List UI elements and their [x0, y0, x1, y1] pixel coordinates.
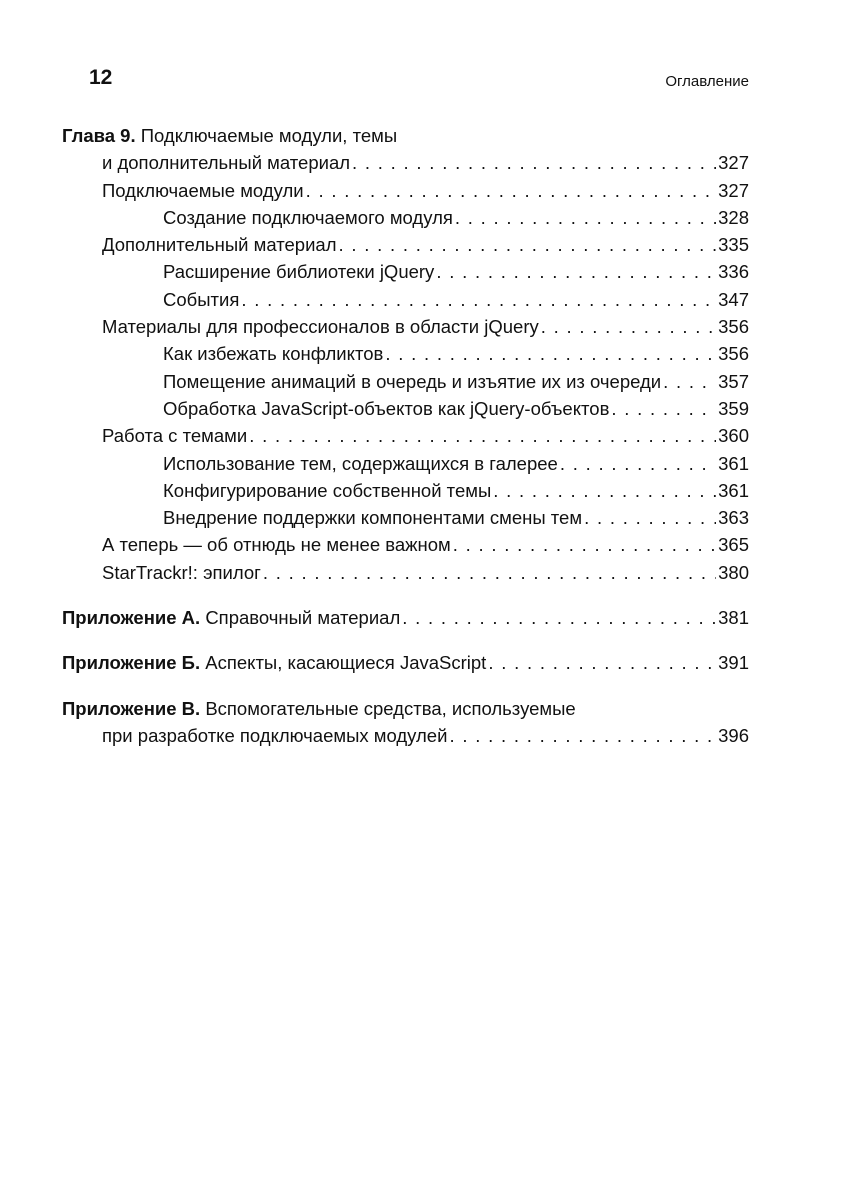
page-ref: 361 [718, 452, 749, 474]
page-ref: 361 [718, 479, 749, 501]
toc-entry [62, 531, 749, 558]
page-ref: 359 [718, 397, 749, 419]
appendix-title: Аспекты, касающиеся JavaScript [205, 652, 487, 674]
toc-entry [62, 258, 749, 285]
dot-leader [560, 450, 716, 477]
toc-entry [62, 204, 749, 231]
page-ref: 327 [718, 152, 749, 174]
table-of-contents [62, 122, 749, 749]
entry-title: Внедрение поддержки компонентами смены тем [163, 507, 583, 529]
entry-title: Обработка JavaScript-объектов как jQuery-объектов [163, 397, 610, 419]
entry-title: Расширение библиотеки jQuery [163, 261, 435, 283]
entry-title: Материалы для профессионалов в области jQuery [102, 316, 539, 338]
page-ref: 360 [718, 425, 749, 447]
page-ref: 363 [718, 507, 749, 529]
dot-leader [263, 559, 716, 586]
entry-title: События [163, 288, 240, 310]
page-ref: 380 [718, 561, 749, 583]
dot-leader [455, 204, 716, 231]
dot-leader [241, 286, 716, 313]
page-ref: 357 [718, 370, 749, 392]
dot-leader [584, 504, 716, 531]
dot-leader [339, 231, 717, 258]
page-ref: 365 [718, 534, 749, 556]
page-ref: 335 [718, 234, 749, 256]
toc-entry [62, 422, 749, 449]
appendix-label: Приложение В. [62, 697, 201, 719]
toc-entry [62, 368, 749, 395]
dot-leader [385, 340, 716, 367]
toc-entry [62, 450, 749, 477]
page-ref: 347 [718, 288, 749, 310]
entry-title: StarTrackr!: эпилог [102, 561, 261, 583]
page-ref: 396 [718, 724, 749, 746]
dot-leader [488, 649, 716, 676]
entry-title: Создание подключаемого модуля [163, 206, 453, 228]
dot-leader [453, 531, 716, 558]
toc-entry [62, 504, 749, 531]
toc-entry [62, 477, 749, 504]
toc-entry [62, 149, 749, 176]
page-ref: 391 [718, 652, 749, 674]
toc-entry [62, 395, 749, 422]
page-ref: 356 [718, 316, 749, 338]
toc-entry [62, 177, 749, 204]
dot-leader [436, 258, 716, 285]
page-ref: 328 [718, 206, 749, 228]
appendix-c-heading [62, 695, 749, 722]
toc-entry [62, 559, 749, 586]
toc-entry [62, 340, 749, 367]
dot-leader [306, 177, 717, 204]
appendix-title: Справочный материал [205, 607, 401, 629]
appendix-title-line2: при разработке подключаемых модулей [102, 724, 448, 746]
toc-entry [62, 313, 749, 340]
dot-leader [493, 477, 716, 504]
entry-title: А теперь — об отнюдь не менее важном [102, 534, 451, 556]
page-ref: 356 [718, 343, 749, 365]
appendix-c-entry [62, 722, 749, 749]
page-ref: 336 [718, 261, 749, 283]
dot-leader [352, 149, 716, 176]
toc-entry [62, 286, 749, 313]
chapter-title-line1: Подключаемые модули, темы [140, 125, 398, 146]
page-number: 12 [89, 66, 113, 89]
entry-title: Использование тем, содержащихся в галерее [163, 452, 558, 474]
page-ref: 381 [718, 607, 749, 629]
appendix-label: Приложение Б. [62, 652, 201, 674]
page-ref: 327 [718, 179, 749, 201]
chapter-title-line2: и дополнительный материал [102, 152, 351, 174]
appendix-label: Приложение А. [62, 607, 201, 629]
entry-title: Как избежать конфликтов [163, 343, 384, 365]
entry-title: Помещение анимаций в очередь и изъятие их из очереди [163, 370, 662, 392]
appendix-b-entry [62, 649, 749, 676]
dot-leader [402, 604, 716, 631]
dot-leader [449, 722, 716, 749]
running-header: Оглавление [665, 73, 749, 90]
chapter-heading [62, 122, 749, 149]
chapter-label: Глава 9. [62, 125, 136, 146]
appendix-a-entry [62, 604, 749, 631]
entry-title: Конфигурирование собственной темы [163, 479, 492, 501]
entry-title: Работа с темами [102, 425, 248, 447]
toc-entry [62, 231, 749, 258]
dot-leader [611, 395, 716, 422]
entry-title: Дополнительный материал [102, 234, 337, 256]
entry-title: Подключаемые модули [102, 179, 304, 201]
dot-leader [541, 313, 716, 340]
appendix-title-line1: Вспомогательные средства, используемые [205, 697, 576, 719]
dot-leader [663, 368, 716, 395]
dot-leader [249, 422, 716, 449]
